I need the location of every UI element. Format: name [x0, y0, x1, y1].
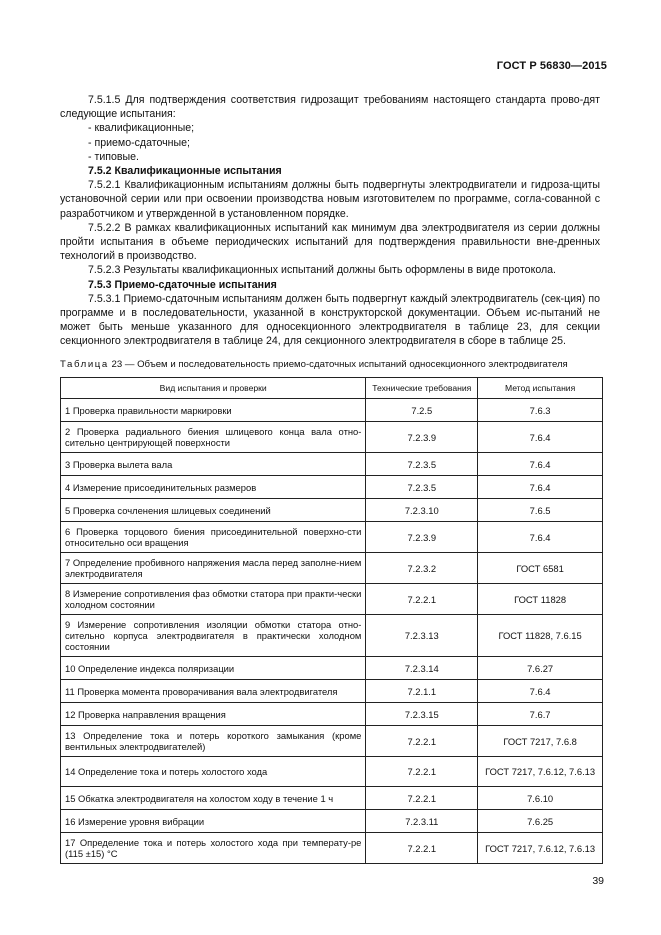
body-text — [60, 93, 600, 349]
table-cell-method: 7.6.4 — [478, 453, 603, 476]
table-cell-requirement: 7.2.3.15 — [366, 703, 478, 726]
table-cell-method: 7.6.4 — [478, 476, 603, 499]
section-heading-7-5-3: 7.5.3 Приемо-сдаточные испытания — [88, 278, 277, 291]
table-cell-test: 15 Обкатка электродвигателя на холостом ходу в течение 1 ч — [61, 787, 366, 810]
table-row — [61, 553, 603, 584]
table-cell-method: ГОСТ 6581 — [478, 553, 603, 584]
paragraph-7-5-3-1: 7.5.3.1 Приемо-сдаточным испытаниям должен быть подвергнут каждый электродвигатель (сек-ция) по программе и в последовательности, указанной в конструкторской документации. Объем ис-пытаний не может быть меньше указанного для односекционного электродвигателя в таблице 23, для секции секционного электродвигателя в таблице 24, для секционного электродвигателя в сборе в таблице 25. — [60, 292, 600, 348]
table-cell-method: 7.6.7 — [478, 703, 603, 726]
table-cell-method: 7.6.10 — [478, 787, 603, 810]
table-cell-test: 17 Определение тока и потерь холостого хода при температу-ре (115 ±15) °C — [61, 833, 366, 864]
table-cell-test: 12 Проверка направления вращения — [61, 703, 366, 726]
table-cell-method: 7.6.4 — [478, 422, 603, 453]
table-row — [61, 726, 603, 757]
table-cell-method: 7.6.27 — [478, 657, 603, 680]
column-header-requirements: Технические требования — [366, 378, 478, 399]
table-cell-method: ГОСТ 11828, 7.6.15 — [478, 615, 603, 657]
table-cell-requirement: 7.2.3.11 — [366, 810, 478, 833]
table-row — [61, 584, 603, 615]
table-cell-method: 7.6.25 — [478, 810, 603, 833]
paragraph-7-5-2-2: 7.5.2.2 В рамках квалификационных испытаний как минимум два электродвигателя из серии должны пройти испытания в объеме периодических испытаний для подтверждения правильности вне-дренных технологий в производство. — [60, 221, 600, 263]
table-row — [61, 422, 603, 453]
table-cell-method: ГОСТ 7217, 7.6.12, 7.6.13 — [478, 757, 603, 787]
table-cell-requirement: 7.2.3.9 — [366, 522, 478, 553]
table-cell-test: 7 Определение пробивного напряжения масла перед заполне-нием электродвигателя — [61, 553, 366, 584]
table-row — [61, 453, 603, 476]
table-cell-method: 7.6.4 — [478, 680, 603, 703]
table-row — [61, 476, 603, 499]
table-cell-method: 7.6.4 — [478, 522, 603, 553]
table-cell-test: 10 Определение индекса поляризации — [61, 657, 366, 680]
table-row — [61, 399, 603, 422]
table-cell-requirement: 7.2.3.5 — [366, 476, 478, 499]
column-header-test-type: Вид испытания и проверки — [61, 378, 366, 399]
table-row — [61, 810, 603, 833]
table-cell-requirement: 7.2.3.10 — [366, 499, 478, 522]
table-cell-test: 13 Определение тока и потерь короткого замыкания (кроме вентильных электродвигателей) — [61, 726, 366, 757]
table-cell-test: 9 Измерение сопротивления изоляции обмотки статора отно-сительно корпуса электродвигателя в практически холодном состоянии — [61, 615, 366, 657]
table-row — [61, 657, 603, 680]
table-cell-requirement: 7.2.5 — [366, 399, 478, 422]
table-caption-text: 23 — Объем и последовательность приемо-сдаточных испытаний односекционного электродвигателя — [108, 359, 568, 370]
list-item-acceptance: - приемо-сдаточные; — [88, 136, 190, 149]
table-cell-test: 4 Измерение присоединительных размеров — [61, 476, 366, 499]
table-cell-requirement: 7.2.2.1 — [366, 833, 478, 864]
table-cell-test: 8 Измерение сопротивления фаз обмотки статора при практи-чески холодном состоянии — [61, 584, 366, 615]
table-row — [61, 615, 603, 657]
table-cell-requirement: 7.2.3.14 — [366, 657, 478, 680]
table-cell-requirement: 7.2.3.2 — [366, 553, 478, 584]
table-cell-requirement: 7.2.2.1 — [366, 787, 478, 810]
list-item-type: - типовые. — [88, 150, 139, 163]
table-cell-test: 11 Проверка момента проворачивания вала электродвигателя — [61, 680, 366, 703]
document-header: ГОСТ Р 56830—2015 — [496, 60, 607, 72]
table-cell-test: 6 Проверка торцового биения присоединительной поверхно-сти относительно оси вращения — [61, 522, 366, 553]
table-cell-test: 16 Измерение уровня вибрации — [61, 810, 366, 833]
table-row — [61, 703, 603, 726]
table-row — [61, 522, 603, 553]
section-heading-7-5-2: 7.5.2 Квалификационные испытания — [88, 165, 282, 178]
table-cell-method: ГОСТ 7217, 7.6.8 — [478, 726, 603, 757]
table-cell-requirement: 7.2.1.1 — [366, 680, 478, 703]
table-cell-test: 2 Проверка радиального биения шлицевого конца вала отно-сительно центрирующей поверхности — [61, 422, 366, 453]
table-cell-requirement: 7.2.2.1 — [366, 584, 478, 615]
table-row — [61, 757, 603, 787]
table-cell-method: ГОСТ 11828 — [478, 584, 603, 615]
table-row — [61, 680, 603, 703]
table-cell-requirement: 7.2.3.5 — [366, 453, 478, 476]
acceptance-tests-table — [60, 377, 603, 864]
table-cell-requirement: 7.2.2.1 — [366, 726, 478, 757]
table-row — [61, 787, 603, 810]
table-caption-word: Таблица — [60, 359, 109, 370]
table-cell-test: 3 Проверка вылета вала — [61, 453, 366, 476]
table-cell-test: 5 Проверка сочленения шлицевых соединений — [61, 499, 366, 522]
paragraph-7-5-1-5: 7.5.1.5 Для подтверждения соответствия гидрозащит требованиям настоящего стандарта прово-дят следующие испытания: — [60, 94, 600, 121]
table-cell-requirement: 7.2.3.13 — [366, 615, 478, 657]
table-cell-test: 14 Определение тока и потерь холостого хода — [61, 757, 366, 787]
page-number: 39 — [592, 875, 604, 887]
table-row — [61, 499, 603, 522]
paragraph-7-5-2-3: 7.5.2.3 Результаты квалификационных испытаний должны быть оформлены в виде протокола. — [88, 264, 556, 277]
column-header-method: Метод испытания — [478, 378, 603, 399]
table-cell-method: ГОСТ 7217, 7.6.12, 7.6.13 — [478, 833, 603, 864]
table-cell-method: 7.6.5 — [478, 499, 603, 522]
table-cell-method: 7.6.3 — [478, 399, 603, 422]
table-cell-requirement: 7.2.3.9 — [366, 422, 478, 453]
table-cell-test: 1 Проверка правильности маркировки — [61, 399, 366, 422]
table-cell-requirement: 7.2.2.1 — [366, 757, 478, 787]
table-row — [61, 833, 603, 864]
list-item-qualification: - квалификационные; — [88, 122, 195, 135]
table-caption — [60, 359, 605, 370]
paragraph-7-5-2-1: 7.5.2.1 Квалификационным испытаниям должны быть подвергнуты электродвигатели и гидроза-щиты установочной серии или при освоении производства новым изготовителем по программе, согла-сованной с разработчиком и утвержденной в установленном порядке. — [60, 179, 600, 220]
